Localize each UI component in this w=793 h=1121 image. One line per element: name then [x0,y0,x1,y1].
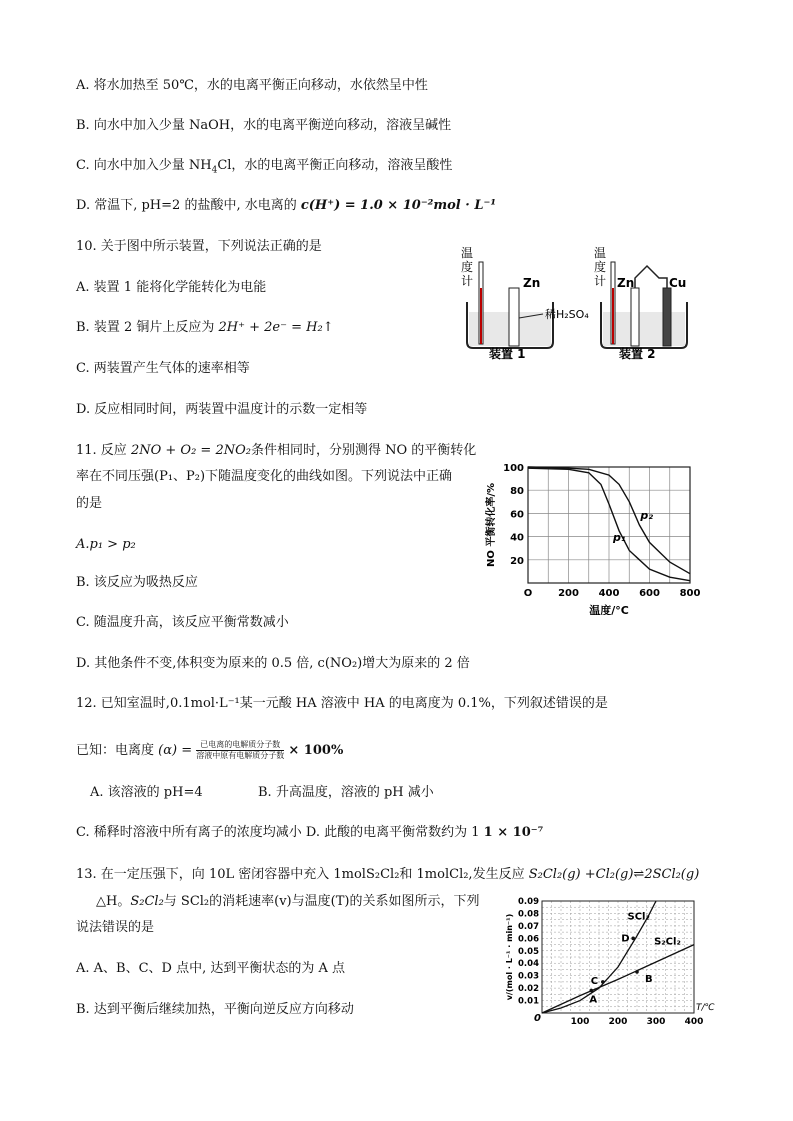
y-tick-label: 0.09 [518,897,539,907]
q10-apparatus-figure [455,240,695,360]
q10-option-c: C. 两装置产生气体的速率相等 [76,361,250,376]
point-A [590,989,594,993]
y-tick-label: 0.03 [518,971,539,982]
q13-stem-line1: 13. 在一定压强下，向 10L 密闭容器中充入 1molS₂Cl₂和 1molCl₂,发生反应 S₂Cl₂(g) +Cl₂(g)⇌2SCl₂(g) [76,867,700,882]
x-axis-label: T/℃ [696,1003,715,1013]
q11-stem-line2: 率在不同压强(P₁、P₂)下随温度变化的曲线如图。下列说法中正确 [76,469,453,484]
q11-stem-line1: 11. 反应 2NO + O₂ = 2NO₂条件相同时，分别测得 NO 的平衡转化 [76,443,477,458]
point-label-D: D [621,933,630,945]
q11-option-d: D. 其他条件不变,体积变为原来的 0.5 倍, c(NO₂)增大为原来的 2 倍 [76,656,470,671]
point-C [601,980,605,984]
q10-option-d: D. 反应相同时间，两装置中温度计的示数一定相等 [76,402,368,417]
x-axis-label: 温度/°C [589,604,629,615]
series-label-scl2: SCl₂ [627,911,650,923]
thermometer-label-2: 温 [594,246,607,260]
q9-option-b: B. 向水中加入少量 NaOH，水的电离平衡逆向移动，溶液呈碱性 [76,118,452,133]
svg-text:度: 度 [594,260,607,274]
q12-option-b: B. 升高温度，溶液的 pH 减小 [258,785,434,800]
q12-stem: 12. 已知室温时,0.1mol·L⁻¹某一元酸 HA 溶液中 HA 的电离度为 0.1%，下列叙述错误的是 [76,696,608,711]
q11-stem-line3: 的是 [76,496,103,511]
zn-electrode-1 [509,288,519,346]
q12-known: 已知：电离度 (α) = $\frac{\text{已电离的电解质分子数}}{\text{溶液中原有电解质分子数}}$ × 100% [76,740,344,760]
x-tick-label: 200 [608,1017,628,1027]
q11-option-a: A.p₁ > p₂ [76,537,136,552]
q10-stem: 10. 关于图中所示装置，下列说法正确的是 [76,239,322,254]
q13-stem-line2: △H。S₂Cl₂与 SCl₂的消耗速率(v)与温度(T)的关系如图所示，下列 [96,894,480,909]
y-tick-label: 100 [503,463,524,474]
y-tick-label: 0.07 [518,921,539,932]
q9-option-d: D. 常温下, pH=2 的盐酸中, 水电离的 c(H⁺) = 1.0 × 10⁻²mol · L⁻¹ [76,198,497,213]
svg-text:计: 计 [594,274,607,288]
y-tick-label: 0.06 [518,934,539,945]
q10-option-b: B. 装置 2 铜片上反应为 2H⁺ + 2e⁻ = H₂↑ [76,320,334,335]
q13-rate-chart [504,893,729,1028]
y-axis-label: NO 平衡转化率/% [486,482,497,568]
point-label-A: A [589,994,598,1006]
y-tick-label: 60 [510,509,524,521]
x-tick-label: 300 [646,1017,666,1027]
cu-electrode [663,288,671,346]
x-tick-label: O [523,588,533,599]
q13-stem-line3: 说法错误的是 [76,920,155,935]
cu-label: Cu [669,276,687,290]
y-tick-label: 0.05 [518,946,539,957]
y-tick-label: 0.02 [518,984,539,995]
y-tick-label: 0.08 [518,909,539,920]
x-tick-label: 200 [558,588,579,599]
q11-option-c: C. 随温度升高，该反应平衡常数减小 [76,615,289,630]
q12-option-cd: C. 稀释时溶液中所有离子的浓度均减小 D. 此酸的电离平衡常数约为 1 1 × 10⁻⁷ [76,825,544,840]
origin-label: 0 [534,1013,541,1024]
acid-label: 稀H₂SO₄ [545,308,589,321]
q11-conversion-chart [480,455,710,615]
x-tick-label: 100 [570,1017,590,1027]
point-D [631,937,635,941]
y-tick-label: 40 [510,532,524,544]
q11-option-b: B. 该反应为吸热反应 [76,575,198,590]
svg-text:度: 度 [461,260,474,274]
zn-label-1: Zn [523,276,541,290]
y-tick-label: 20 [510,555,524,567]
series-label-p2: p₂ [640,509,654,523]
y-axis-label: v/(mol · L⁻¹ · min⁻¹) [505,913,514,1001]
x-tick-label: 400 [684,1017,704,1027]
wire [635,266,667,288]
q13-option-a: A. A、B、C、D 点中, 达到平衡状态的为 A 点 [76,961,346,976]
y-tick-label: 0.01 [518,996,539,1007]
x-tick-label: 400 [598,588,620,599]
q12-option-a: A. 该溶液的 pH=4 [90,785,203,800]
zn-electrode-2 [631,288,639,346]
series-label-p1: p₁ [613,531,626,545]
y-tick-label: 80 [510,486,524,498]
q9-option-c: C. 向水中加入少量 $NH_4Cl$，水的电离平衡正向移动，溶液呈酸性 [76,158,453,176]
thermometer-label-1: 温 [461,246,474,260]
x-tick-label: 800 [679,588,701,599]
zn-label-2: Zn [617,276,635,290]
ionization-fraction: $\frac{\text{已电离的电解质分子数}}{\text{溶液中原有电解质分子数}}$ [196,740,285,760]
series-label-s2cl2: S₂Cl₂ [654,936,681,948]
svg-text:计: 计 [461,274,474,288]
q9-option-a: A. 将水加热至 50℃，水的电离平衡正向移动，水依然呈中性 [76,78,428,93]
point-B [635,970,639,974]
device-1-label: 装置 1 [489,347,526,360]
y-tick-label: 0.04 [518,959,539,970]
x-tick-label: 600 [639,588,660,599]
q10-option-a: A. 装置 1 能将化学能转化为电能 [76,280,267,295]
point-label-B: B [645,973,653,985]
device-2-label: 装置 2 [619,347,656,360]
q13-option-b: B. 达到平衡后继续加热，平衡向逆反应方向移动 [76,1002,354,1017]
point-label-C: C [590,975,599,987]
